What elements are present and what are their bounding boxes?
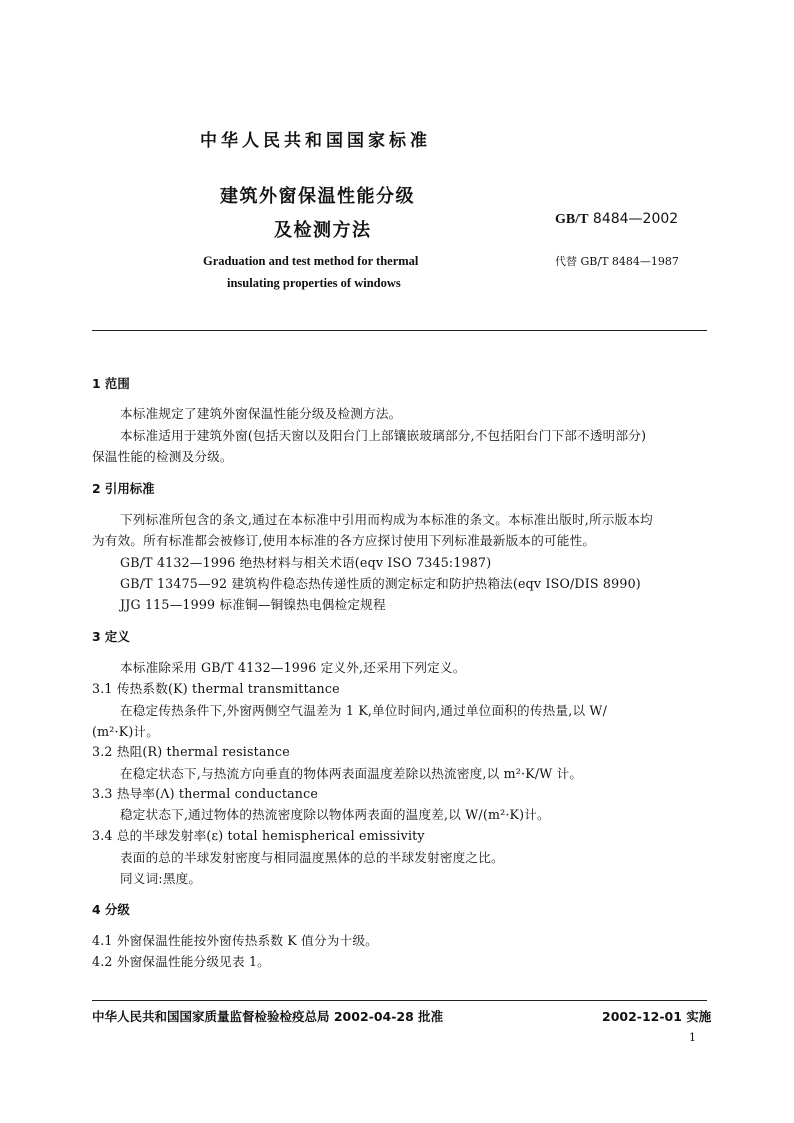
national-standard-heading: 中华人民共和国国家标准 [200, 131, 431, 151]
english-title-line-1: Graduation and test method for thermal [203, 254, 419, 268]
header-divider [92, 330, 707, 331]
definition-3-2-text: 在稳定状态下,与热流方向垂直的物体两表面温度差除以热流密度,以 m²·K/W 计。 [120, 766, 583, 781]
english-title-line-2: insulating properties of windows [227, 276, 401, 290]
effective-date: 2002-12-01 实施 [602, 1009, 712, 1024]
section-1-para-2b: 保温性能的检测及分级。 [92, 449, 233, 464]
title-line-1: 建筑外窗保温性能分级 [220, 186, 415, 207]
definition-3-4-heading: 3.4 总的半球发射率(ε) total hemispherical emissivity [92, 828, 425, 843]
definition-3-1-text-a: 在稳定传热条件下,外窗两侧空气温差为 1 K,单位时间内,通过单位面积的传热量,以 W/ [120, 703, 608, 718]
section-2-title: 2 引用标准 [92, 481, 155, 496]
definition-3-4-text-a: 表面的总的半球发射密度与相同温度黑体的总的半球发射密度之比。 [120, 850, 504, 865]
reference-1: GB/T 4132—1996 绝热材料与相关术语(eqv ISO 7345:1987) [120, 555, 492, 570]
standard-number [555, 211, 678, 228]
definition-3-2-heading: 3.2 热阻(R) thermal resistance [92, 744, 290, 759]
definition-3-3-text: 稳定状态下,通过物体的热流密度除以物体两表面的温度差,以 W/(m²·K)计。 [120, 807, 550, 822]
reference-2: GB/T 13475—92 建筑构件稳态热传递性质的测定标定和防护热箱法(eqv ISO/DIS 8990) [120, 576, 641, 591]
standard-number-value: 8484—2002 [592, 211, 679, 227]
section-1-title: 1 范围 [92, 376, 130, 391]
standard-number-prefix: GB/T [555, 212, 589, 227]
clause-4-2: 4.2 外窗保温性能分级见表 1。 [92, 954, 270, 969]
section-4-title: 4 分级 [92, 902, 130, 917]
clause-4-1: 4.1 外窗保温性能按外窗传热系数 K 值分为十级。 [92, 933, 378, 948]
definition-3-3-heading: 3.3 热导率(Λ) thermal conductance [92, 786, 319, 801]
section-3-para-1: 本标准除采用 GB/T 4132—1996 定义外,还采用下列定义。 [120, 660, 466, 675]
footer-divider [92, 1000, 707, 1001]
title-line-2: 及检测方法 [274, 220, 372, 241]
section-3-title: 3 定义 [92, 629, 130, 644]
issuer-approval: 中华人民共和国国家质量监督检验检疫总局 2002-04-28 批准 [92, 1009, 444, 1024]
replaces-standard: 代替 GB/T 8484—1987 [555, 255, 679, 268]
definition-3-1-heading: 3.1 传热系数(K) thermal transmittance [92, 681, 340, 696]
page-number: 1 [689, 1031, 696, 1044]
section-1-para-2a: 本标准适用于建筑外窗(包括天窗以及阳台门上部镶嵌玻璃部分,不包括阳台门下部不透明部分) [120, 428, 647, 443]
definition-3-4-text-b: 同义词:黑度。 [120, 871, 202, 886]
section-1-para-1: 本标准规定了建筑外窗保温性能分级及检测方法。 [120, 406, 402, 421]
section-2-para-1b: 为有效。所有标准都会被修订,使用本标准的各方应探讨使用下列标准最新版本的可能性。 [92, 533, 596, 548]
section-2-para-1a: 下列标准所包含的条文,通过在本标准中引用而构成为本标准的条文。本标准出版时,所示版本均 [120, 512, 653, 527]
definition-3-1-text-b: (m²·K)计。 [92, 724, 160, 739]
reference-3: JJG 115—1999 标准铜—铜镍热电偶检定规程 [120, 597, 386, 612]
